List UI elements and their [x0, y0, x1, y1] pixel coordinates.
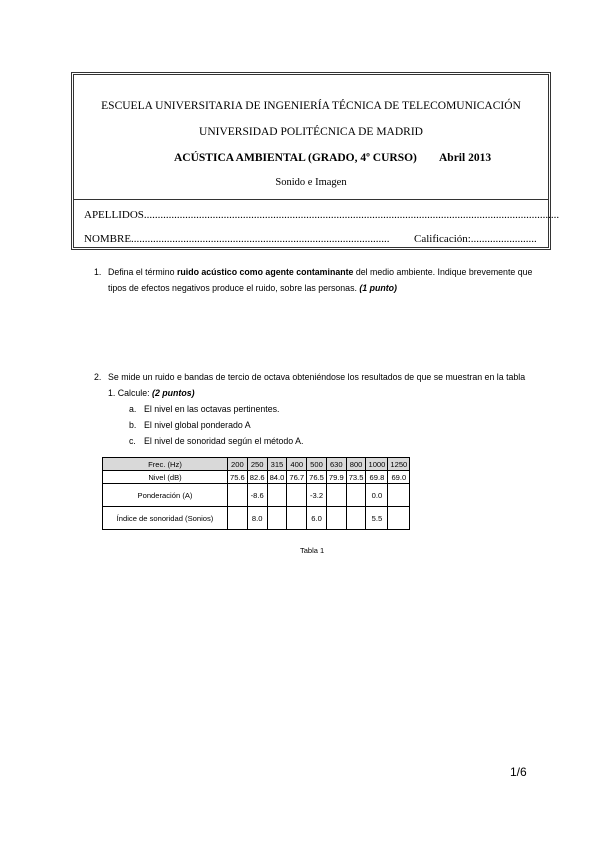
weight-cell: -8.6 — [247, 484, 267, 507]
question-2-items — [129, 401, 534, 449]
school-name: ESCUELA UNIVERSITARIA DE INGENIERÍA TÉCNICA DE TELECOMUNICACIÓN — [101, 100, 521, 112]
freq-cell: 200 — [228, 458, 248, 471]
weight-cell — [388, 484, 410, 507]
exam-date: Abril 2013 — [439, 152, 492, 164]
sone-cell: 8.0 — [247, 507, 267, 530]
freq-cell: 800 — [346, 458, 366, 471]
list-item: a. El nivel en las octavas pertinentes. — [129, 404, 280, 414]
question-1 — [94, 264, 534, 296]
sone-cell — [326, 507, 346, 530]
sone-cell — [287, 507, 307, 530]
data-table — [102, 457, 410, 530]
sone-cell — [346, 507, 366, 530]
question-2-number: 2. — [94, 372, 102, 382]
question-1-number: 1. — [94, 267, 102, 277]
sone-cell: 6.0 — [307, 507, 327, 530]
level-cell: 82.6 — [247, 471, 267, 484]
freq-label: Frec. (Hz) — [103, 458, 228, 471]
level-cell: 76.7 — [287, 471, 307, 484]
weight-unit: (A) — [182, 490, 193, 500]
page-number: 1/6 — [510, 765, 527, 779]
level-cell: 79.9 — [326, 471, 346, 484]
sone-cell — [228, 507, 248, 530]
sone-cell — [388, 507, 410, 530]
freq-cell: 1250 — [388, 458, 410, 471]
freq-cell: 400 — [287, 458, 307, 471]
weight-label: Ponderación (A) — [103, 484, 228, 507]
level-cell: 84.0 — [267, 471, 287, 484]
weight-cell: 0.0 — [366, 484, 388, 507]
calificacion-field: Calificación:........................ — [414, 233, 537, 245]
header-divider — [74, 199, 548, 200]
freq-cell: 630 — [326, 458, 346, 471]
level-label: Nivel (dB) — [103, 471, 228, 484]
course-title: ACÚSTICA AMBIENTAL (GRADO, 4º CURSO) — [174, 152, 417, 164]
sone-cell — [267, 507, 287, 530]
freq-cell: 315 — [267, 458, 287, 471]
table-row — [103, 507, 410, 530]
weight-cell — [326, 484, 346, 507]
freq-cell: 500 — [307, 458, 327, 471]
question-2 — [94, 369, 534, 449]
weight-cell — [228, 484, 248, 507]
weight-cell — [267, 484, 287, 507]
weight-cell — [346, 484, 366, 507]
exam-header — [71, 72, 560, 250]
question-2-points: (2 puntos) — [152, 388, 195, 398]
level-cell: 75.6 — [228, 471, 248, 484]
freq-cell: 1000 — [366, 458, 388, 471]
sone-label: Índice de sonoridad (Sonios) — [103, 507, 228, 530]
apellidos-field: APELLIDOS....................................................................................................................................................... — [84, 209, 560, 221]
university-name: UNIVERSIDAD POLITÉCNICA DE MADRID — [199, 126, 423, 138]
level-cell: 76.5 — [307, 471, 327, 484]
freq-cell: 250 — [247, 458, 267, 471]
table-row — [103, 458, 410, 471]
weight-cell: -3.2 — [307, 484, 327, 507]
table-row — [103, 471, 410, 484]
table-row — [103, 484, 410, 507]
weight-cell — [287, 484, 307, 507]
nombre-field: NOMBRE.............................................................................................. — [84, 233, 390, 245]
list-item: c. El nivel de sonoridad según el método A. — [129, 436, 304, 446]
question-1-bold: ruido acústico como agente contaminante — [176, 267, 354, 277]
list-item: b. El nivel global ponderado A — [129, 420, 251, 430]
question-2-text: Se mide un ruido e bandas de tercio de octava obteniéndose los resultados de que se muestran en la tabla 1. Calcule: (2 puntos) — [108, 372, 526, 398]
level-cell: 69.8 — [366, 471, 388, 484]
question-1-points: (1 punto) — [359, 283, 397, 293]
question-1-text: Defina el término ruido acústico como agente contaminante del medio ambiente. Indique brevemente que tipos de efectos negativos produce el ruido, sobre las personas. (1 punto) — [108, 267, 533, 293]
table-caption: Tabla 1 — [300, 546, 325, 555]
level-cell: 69.0 — [388, 471, 410, 484]
level-cell: 73.5 — [346, 471, 366, 484]
sone-cell: 5.5 — [366, 507, 388, 530]
degree-name: Sonido e Imagen — [275, 177, 347, 188]
